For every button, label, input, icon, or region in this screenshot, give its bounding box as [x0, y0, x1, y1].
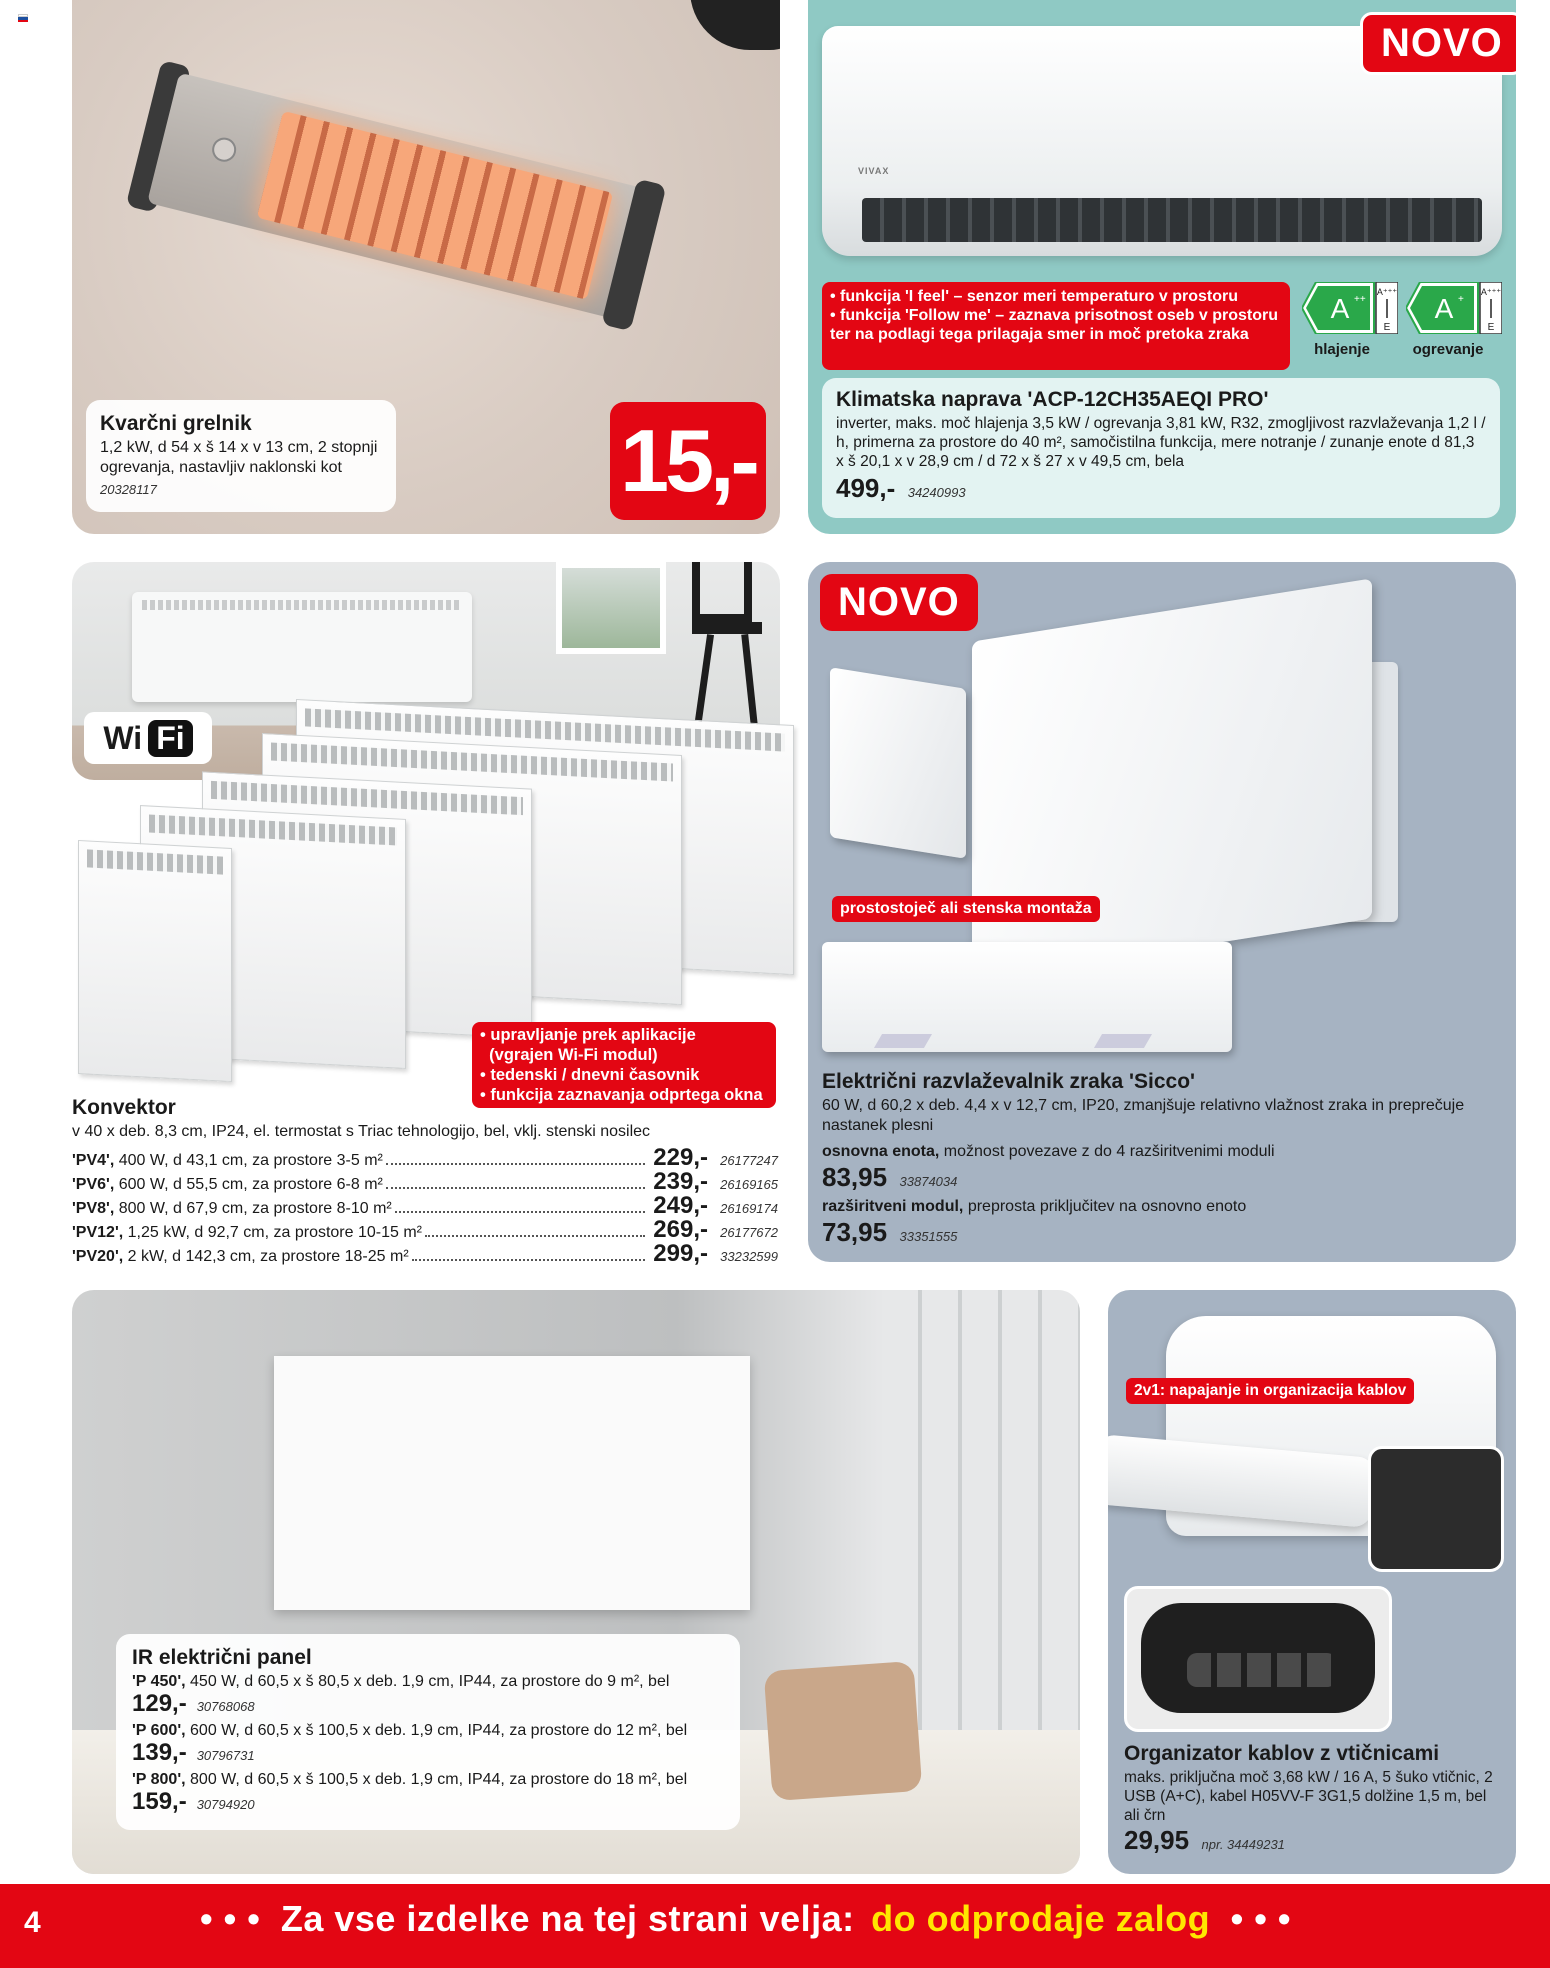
dehumidifier-base-code: 33874034 — [899, 1174, 958, 1189]
footer-text — [200, 1898, 1400, 1940]
dehumidifier-ext-label: razširitveni modul, — [822, 1198, 964, 1215]
convector-feature-2: (vgrajen Wi-Fi modul) — [480, 1046, 658, 1064]
heater-code: 20328117 — [100, 482, 157, 497]
convector-on-wall-image — [132, 592, 472, 702]
dehumidifier-desc: 60 W, d 60,2 x deb. 4,4 x v 12,7 cm, IP20, zmanjšuje relativno vlažnost zraka in preprečuje nastanek plesni — [822, 1097, 1465, 1134]
convector-row-label: 'PV8', 800 W, d 67,9 cm, za prostore 8-10 m² — [72, 1200, 392, 1217]
convector-desc: v 40 x deb. 8,3 cm, IP24, el. termostat s Triac tehnologijo, bel, vklj. stenski nosilec — [72, 1123, 651, 1140]
convector-feature-3: • tedenski / dnevni časovnik — [480, 1066, 700, 1084]
cable-organizer-tag: 2v1: napajanje in organizacija kablov — [1126, 1378, 1414, 1404]
convector-row-label: 'PV6', 600 W, d 55,5 cm, za prostore 6-8 m² — [72, 1176, 383, 1193]
organizer-title: Organizator kablov z vtičnicami — [1124, 1742, 1440, 1765]
dehumidifier-ext-desc: preprosta priključitev na osnovno enoto — [963, 1198, 1247, 1215]
convector-row-price: 299,- — [653, 1240, 708, 1267]
svg-text:A: A — [1330, 293, 1350, 324]
svg-text:E: E — [1487, 322, 1495, 333]
heater-price-tag — [610, 402, 766, 520]
footer-dots-left: • • • — [200, 1898, 261, 1939]
dot-leader — [386, 1163, 645, 1165]
cable-organizer-info — [1124, 1742, 1504, 1856]
ir-item-model: 'P 600', — [132, 1722, 186, 1739]
ac-desc: inverter, maks. moč hlajenja 3,5 kW / ogrevanja 3,81 kW, R32, zmogljivost razvlaževanja 1,2 l / h, primerna za prostore do 40 m², samočistilna funkcija, mere notranje / zunanje enote d 81,3 x š 20,1 x v 28,9 cm / d 72 x š 27 x v 49,5 cm, bela — [836, 415, 1486, 470]
footer-note: Za vse izdelke na tej strani velja: — [280, 1898, 855, 1939]
black-organizer-inset-image — [1368, 1446, 1504, 1572]
ac-features — [822, 282, 1290, 370]
energy-label-cooling — [1302, 282, 1398, 362]
ac-feature-1: • funkcija 'I feel' – senzor meri temperaturo v prostoru — [830, 288, 1238, 305]
dehumidifier-base-label: osnovna enota, — [822, 1143, 940, 1160]
svg-text:++: ++ — [1354, 294, 1366, 305]
dehumidifier-image — [818, 602, 1498, 1082]
quartz-heater-image — [118, 60, 666, 360]
dehumidifier-title: Električni razvlaževalnik zraka 'Sicco' — [822, 1070, 1196, 1093]
ac-price: 499,- — [836, 473, 896, 503]
page-number: 4 — [24, 1906, 41, 1939]
dot-leader — [386, 1187, 645, 1189]
convector-row-code: 26169174 — [720, 1201, 778, 1216]
convector-row-label: 'PV4', 400 W, d 43,1 cm, za prostore 3-5 m² — [72, 1152, 383, 1169]
organizer-code: npr. 34449231 — [1201, 1837, 1285, 1852]
wifi-badge-wi: Wi — [103, 719, 143, 756]
ir-item-code: 30796731 — [196, 1748, 255, 1763]
svg-text:A: A — [1434, 293, 1454, 324]
language-flag-icon — [18, 14, 28, 22]
ir-panel-list — [132, 1672, 724, 1817]
cushion-image — [764, 1661, 923, 1801]
window-image — [556, 562, 666, 654]
energy-label-cooling-text: hlajenje — [1314, 341, 1370, 358]
convector-row-price: 239,- — [653, 1168, 708, 1195]
ac-title: Klimatska naprava 'ACP-12CH35AEQI PRO' — [836, 388, 1269, 411]
dot-leader — [412, 1259, 645, 1261]
convector-row-price: 229,- — [653, 1144, 708, 1171]
convector-row-price: 269,- — [653, 1216, 708, 1243]
ir-panel-item — [132, 1770, 724, 1817]
convector-row — [72, 1216, 778, 1243]
energy-label-heating-text: ogrevanje — [1412, 341, 1484, 358]
ir-panel-info-box — [116, 1634, 740, 1830]
convector-info[interactable] — [72, 1096, 780, 1267]
ac-novo-badge: NOVO — [1360, 12, 1516, 75]
ac-feature-2: • funkcija 'Follow me' – zaznava prisotnost oseb v prostoru ter na podlagi tega prilagaja smer in moč pretoka zraka — [830, 307, 1278, 343]
quartz-heater-card[interactable] — [72, 0, 780, 534]
footer-banner — [0, 1884, 1550, 1968]
ir-panel-image — [274, 1356, 750, 1610]
dehumidifier-card[interactable] — [808, 562, 1516, 1262]
svg-text:+: + — [1458, 294, 1464, 305]
cable-organizer-card[interactable] — [1108, 1290, 1516, 1874]
convector-row — [72, 1192, 778, 1219]
ir-panel-title: IR električni panel — [132, 1646, 312, 1669]
ir-item-model: 'P 800', — [132, 1771, 186, 1788]
ir-panel-item — [132, 1672, 724, 1719]
convector-row — [72, 1240, 778, 1267]
dehumidifier-novo-badge: NOVO — [820, 574, 978, 631]
ir-item-price: 159,- — [132, 1788, 187, 1815]
dot-leader — [395, 1211, 645, 1213]
convector-row-label: 'PV20', 2 kW, d 142,3 cm, za prostore 18-25 m² — [72, 1248, 409, 1265]
svg-text:E: E — [1383, 322, 1391, 333]
heater-price: 15,- — [620, 411, 756, 510]
dehumidifier-base-price: 83,95 — [822, 1162, 888, 1192]
dot-leader — [425, 1235, 645, 1237]
dehumidifier-base-desc: možnost povezave z do 4 razširitvenimi moduli — [939, 1143, 1275, 1160]
convector-price-list — [72, 1144, 778, 1267]
ir-item-code: 30768068 — [196, 1699, 255, 1714]
convector-row-price: 249,- — [653, 1192, 708, 1219]
ac-brand: VIVAX — [858, 166, 890, 176]
dehumidifier-info — [822, 1070, 1502, 1248]
ir-item-spec: 450 W, d 60,5 x š 80,5 x deb. 1,9 cm, IP44, za prostore do 9 m², bel — [185, 1673, 670, 1690]
convector-row — [72, 1168, 778, 1195]
convector-row — [72, 1144, 778, 1171]
convector-row-code: 26177247 — [720, 1153, 778, 1168]
heater-title: Kvarčni grelnik — [100, 412, 252, 435]
ir-panel-item — [132, 1721, 724, 1768]
ir-panel-card[interactable] — [72, 1290, 1080, 1874]
energy-label-heating — [1406, 282, 1502, 362]
convector-row-code: 26177672 — [720, 1225, 778, 1240]
convector-row-label: 'PV12', 1,25 kW, d 92,7 cm, za prostore 10-15 m² — [72, 1224, 422, 1241]
heater-desc: 1,2 kW, d 54 x š 14 x v 13 cm, 2 stopnji ogrevanja, nastavljiv naklonski kot — [100, 439, 378, 476]
sockets-inset-image — [1124, 1586, 1392, 1732]
footer-dots-right: • • • — [1230, 1898, 1291, 1939]
ac-info-box — [822, 378, 1500, 518]
wifi-badge-fi: Fi — [148, 720, 192, 757]
convector-title: Konvektor — [72, 1096, 176, 1119]
ir-item-model: 'P 450', — [132, 1673, 186, 1690]
svg-text:A⁺⁺⁺: A⁺⁺⁺ — [1480, 287, 1502, 297]
organizer-price: 29,95 — [1124, 1825, 1190, 1855]
dehumidifier-ext-code: 33351555 — [899, 1229, 958, 1244]
convector-row-code: 26169165 — [720, 1177, 778, 1192]
organizer-desc: maks. priključna moč 3,68 kW / 16 A, 5 šuko vtičnic, 2 USB (A+C), kabel H05VV-F 3G1,5 dolžine 1,5 m, bel ali črn — [1124, 1769, 1493, 1824]
dehumidifier-mount-tag: prostostoječ ali stenska montaža — [832, 896, 1100, 922]
ir-item-price: 129,- — [132, 1690, 187, 1717]
footer-highlight: do odprodaje zalog — [871, 1898, 1211, 1939]
convector-products-image — [76, 712, 796, 1072]
dehumidifier-ext-price: 73,95 — [822, 1217, 888, 1247]
ir-item-spec: 800 W, d 60,5 x š 100,5 x deb. 1,9 cm, IP44, za prostore do 18 m², bel — [185, 1771, 688, 1788]
ac-code: 34240993 — [907, 485, 966, 500]
heater-info-box — [86, 400, 396, 512]
ir-item-spec: 600 W, d 60,5 x š 100,5 x deb. 1,9 cm, IP44, za prostore do 12 m², bel — [185, 1722, 688, 1739]
convector-feature-1: • upravljanje prek aplikacije — [480, 1026, 696, 1044]
convector-feature-4: • funkcija zaznavanja odprtega okna — [480, 1086, 763, 1104]
air-conditioner-card[interactable] — [808, 0, 1516, 534]
ir-item-code: 30794920 — [196, 1797, 255, 1812]
svg-text:A⁺⁺⁺: A⁺⁺⁺ — [1376, 287, 1398, 297]
convector-row-code: 33232599 — [720, 1249, 778, 1264]
ir-item-price: 139,- — [132, 1739, 187, 1766]
